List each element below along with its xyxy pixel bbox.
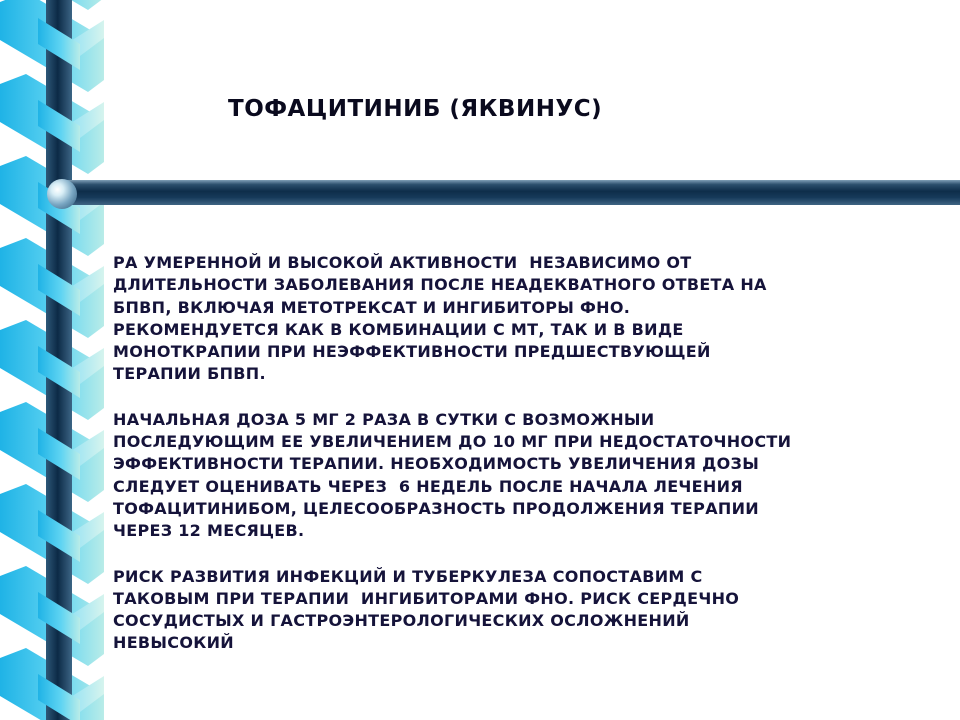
text-line: ЭФФЕКТИВНОСТИ ТЕРАПИИ. НЕОБХОДИМОСТЬ УВЕЛИЧЕНИЯ ДОЗЫ <box>113 454 760 474</box>
slide-body <box>113 252 913 678</box>
text-line: РЕКОМЕНДУЕТСЯ КАК В КОМБИНАЦИИ С МТ, ТАК И В ВИДЕ <box>113 319 684 339</box>
text-line: ТОФАЦИТИНИБОМ, ЦЕЛЕСООБРАЗНОСТЬ ПРОДОЛЖЕНИЯ ТЕРАПИИ <box>113 498 759 518</box>
text-line: ЧЕРЕЗ 12 МЕСЯЦЕВ. <box>113 521 305 541</box>
text-line: МОНОТКРАПИИ ПРИ НЕЭФФЕКТИВНОСТИ ПРЕДШЕСТВУЮЩЕЙ <box>113 342 711 362</box>
text-line: РА УМЕРЕННОЙ И ВЫСОКОЙ АКТИВНОСТИ НЕЗАВИСИМО ОТ <box>113 253 692 272</box>
text-line: РИСК РАЗВИТИЯ ИНФЕКЦИЙ И ТУБЕРКУЛЕЗА СОПОСТАВИМ С <box>113 566 703 586</box>
text-line: НЕВЫСОКИЙ <box>113 633 234 653</box>
text-line: БПВП, ВКЛЮЧАЯ МЕТОТРЕКСАТ И ИНГИБИТОРЫ ФНО. <box>113 297 631 317</box>
decorative-ribbon <box>0 0 106 720</box>
text-line: СОСУДИСТЫХ И ГАСТРОЭНТЕРОЛОГИЧЕСКИХ ОСЛОЖНЕНИЙ <box>113 611 690 631</box>
slide-title: ТОФАЦИТИНИБ (ЯКВИНУС) <box>228 96 603 122</box>
text-line: НАЧАЛЬНАЯ ДОЗА 5 МГ 2 РАЗА В СУТКИ С ВОЗМОЖНЫИ <box>113 409 655 429</box>
divider-knob <box>47 179 77 209</box>
paragraph-dosage <box>113 409 913 543</box>
header-divider-bar <box>66 180 960 205</box>
text-line: ПОСЛЕДУЮЩИМ ЕЕ УВЕЛИЧЕНИЕМ ДО 10 МГ ПРИ НЕДОСТАТОЧНОСТИ <box>113 432 792 452</box>
paragraph-risks <box>113 566 913 655</box>
paragraph-indications <box>113 252 913 386</box>
text-line: СЛЕДУЕТ ОЦЕНИВАТЬ ЧЕРЕЗ 6 НЕДЕЛЬ ПОСЛЕ НАЧАЛА ЛЕЧЕНИЯ <box>113 476 743 496</box>
text-line: ДЛИТЕЛЬНОСТИ ЗАБОЛЕВАНИЯ ПОСЛЕ НЕАДЕКВАТНОГО ОТВЕТА НА <box>113 275 767 295</box>
text-line: ТЕРАПИИ БПВП. <box>113 364 266 384</box>
text-line: ТАКОВЫМ ПРИ ТЕРАПИИ ИНГИБИТОРАМИ ФНО. РИСК СЕРДЕЧНО <box>113 588 740 608</box>
